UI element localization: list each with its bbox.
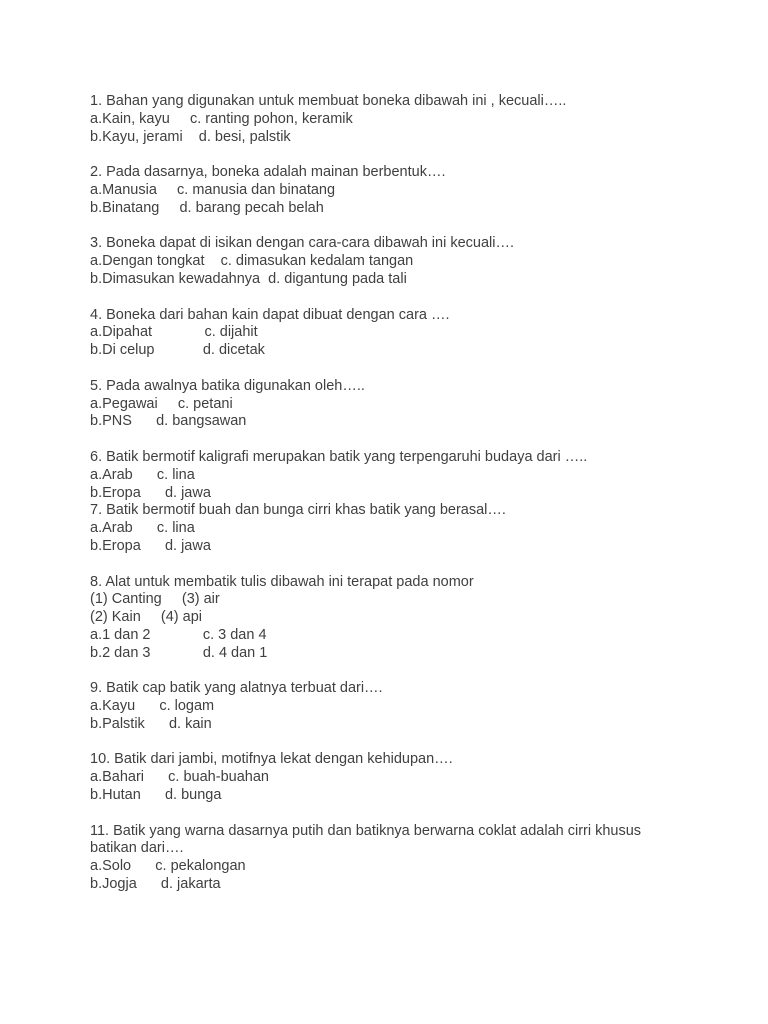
question-text: 4. Boneka dari bahan kain dapat dibuat dengan cara …. [90,306,450,323]
answer-options-line: b.Kayu, jerami d. besi, palstik [90,128,291,145]
answer-options-line: a.Solo c. pekalongan [90,858,246,875]
answer-options-line: b.Binatang d. barang pecah belah [90,199,324,216]
answer-options-line: a.Pegawai c. petani [90,395,233,412]
answer-options-line: b.Di celup d. dicetak [90,342,265,359]
answer-options-line: b.Jogja d. jakarta [90,876,221,893]
answer-options-line: b.Hutan d. bunga [90,787,222,804]
question-text: 9. Batik cap batik yang alatnya terbuat dari…. [90,680,383,697]
answer-options-line: b.Eropa d. jawa [90,537,211,554]
question-4 [90,307,690,360]
question-1 [90,93,690,146]
answer-options-line: a.Bahari c. buah-buahan [90,769,269,786]
question-10 [90,751,690,804]
question-9 [90,680,690,733]
answer-options-line: b.Palstik d. kain [90,715,212,732]
question-text: 11. Batik yang warna dasarnya putih dan batiknya berwarna coklat adalah cirri khusus batikan dari…. [90,822,642,857]
answer-options-line: (1) Canting (3) air [90,591,220,608]
question-text: 3. Boneka dapat di isikan dengan cara-cara dibawah ini kecuali…. [90,235,514,252]
question-8 [90,574,690,663]
question-11 [90,823,690,894]
answer-options-line: a.Kain, kayu c. ranting pohon, keramik [90,110,353,127]
question-7 [90,502,690,555]
question-text: 6. Batik bermotif kaligrafi merupakan batik yang terpengaruhi budaya dari ….. [90,448,588,465]
answer-options-line: a.Kayu c. logam [90,698,215,715]
question-5 [90,378,690,431]
answer-options-line: a.1 dan 2 c. 3 dan 4 [90,626,267,643]
question-2 [90,164,690,217]
answer-options-line: b.Dimasukan kewadahnya d. digantung pada tali [90,270,407,287]
question-text: 8. Alat untuk membatik tulis dibawah ini terapat pada nomor [90,573,474,590]
answer-options-line: (2) Kain (4) api [90,609,203,626]
answer-options-line: b.Eropa d. jawa [90,484,211,501]
question-text: 1. Bahan yang digunakan untuk membuat boneka dibawah ini , kecuali….. [90,93,567,109]
answer-options-line: a.Arab c. lina [90,520,195,537]
answer-options-line: a.Dengan tongkat c. dimasukan kedalam tangan [90,253,414,270]
question-6 [90,449,690,502]
answer-options-line: b.2 dan 3 d. 4 dan 1 [90,644,268,661]
question-text: 5. Pada awalnya batika digunakan oleh….. [90,377,365,394]
answer-options-line: a.Manusia c. manusia dan binatang [90,181,336,198]
question-document [90,93,690,894]
answer-options-line: b.PNS d. bangsawan [90,413,247,430]
question-text: 10. Batik dari jambi, motifnya lekat dengan kehidupan…. [90,751,453,768]
question-3 [90,235,690,288]
question-text: 2. Pada dasarnya, boneka adalah mainan berbentuk…. [90,164,446,181]
question-text: 7. Batik bermotif buah dan bunga cirri khas batik yang berasal…. [90,502,506,519]
answer-options-line: a.Dipahat c. dijahit [90,324,258,341]
answer-options-line: a.Arab c. lina [90,466,195,483]
